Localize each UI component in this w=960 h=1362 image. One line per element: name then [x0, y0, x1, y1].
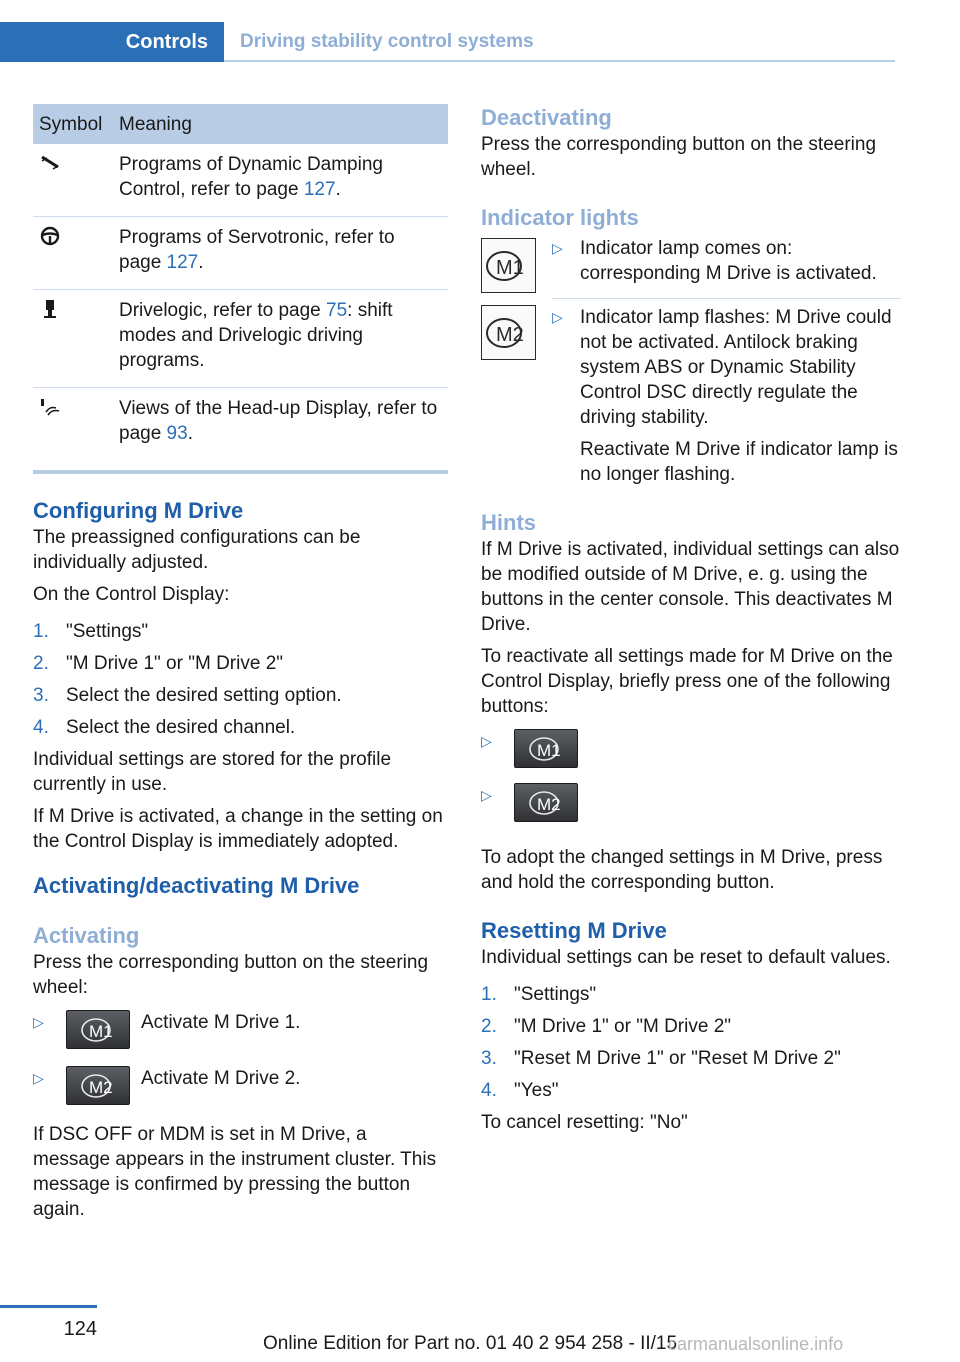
resetting-title: Resetting M Drive [481, 918, 667, 943]
symbol-column-header: Symbol [33, 104, 117, 144]
activate-m2-item [33, 1066, 448, 1122]
bullet-triangle-icon: ▷ [481, 787, 492, 803]
activating-subtitle: Activating [33, 923, 140, 948]
bullet-triangle-icon: ▷ [552, 240, 563, 256]
m1-button[interactable] [514, 729, 578, 768]
table-row [33, 388, 448, 461]
activate-m2-label: Activate M Drive 2. [141, 1068, 301, 1089]
svg-text:M2: M2 [89, 1078, 113, 1097]
page-link[interactable]: 75 [326, 300, 348, 321]
table-cell-meaning: Programs of Servotronic, refer to page 127. [117, 217, 448, 290]
indicator-title: Indicator lights [481, 205, 639, 230]
list-item: 3. "Reset M Drive 1" or "Reset M Drive 2" [481, 1048, 841, 1069]
indicator-m2-extra: Reactivate M Drive if indicator lamp is no longer flashing. [580, 439, 898, 485]
svg-text:M1: M1 [89, 1022, 113, 1041]
table-header-row [33, 104, 448, 144]
hint-button-m2 [481, 783, 901, 845]
page-link[interactable]: 93 [166, 423, 188, 444]
hints-p1: If M Drive is activated, individual settings can also be modified outside of M Drive, e. g. using the buttons in the center console. This deactivates M Drive. [481, 539, 900, 635]
footer-rule [0, 1305, 97, 1308]
header-rule [224, 60, 895, 62]
hint-button-m1 [481, 729, 901, 783]
indicator-m1-icon [481, 238, 536, 293]
activate-m1-label: Activate M Drive 1. [141, 1012, 301, 1033]
table-row [33, 290, 448, 388]
configuring-intro: The preassigned configurations can be individually adjusted. [33, 527, 361, 573]
page-header [0, 22, 895, 62]
page-number: 124 [63, 1318, 97, 1340]
divider [552, 298, 901, 299]
resetting-intro: Individual settings can be reset to default values. [481, 947, 891, 968]
resetting-cancel: To cancel resetting: "No" [481, 1112, 688, 1133]
m1-button[interactable] [66, 1010, 130, 1049]
indicator-item-m1 [481, 236, 901, 292]
configuring-note-2: If M Drive is activated, a change in the setting on the Control Display is immediately adopted. [33, 806, 443, 852]
activating-text: Press the corresponding button on the steering wheel: [33, 952, 429, 998]
hints-p3: To adopt the changed settings in M Drive, press and hold the corresponding button. [481, 847, 883, 893]
hints-p2: To reactivate all settings made for M Drive on the Control Display, briefly press one of the following buttons: [481, 646, 893, 717]
table-row [33, 217, 448, 290]
damper-icon [39, 152, 61, 174]
bullet-triangle-icon: ▷ [33, 1070, 44, 1086]
svg-text:M2: M2 [537, 795, 561, 814]
table-cell-meaning: Views of the Head-up Display, refer to page 93. [119, 398, 438, 444]
indicator-m2-text: Indicator lamp flashes: M Drive could not be activated. Antilock braking system ABS or Dynamic Stability Control DSC directly regulate the driving stability. [580, 307, 892, 428]
activating-title: Activating/deactivating M Drive [33, 873, 360, 898]
list-item: 4. Select the desired channel. [33, 717, 296, 738]
table-end-rule [33, 470, 448, 474]
head-up-display-icon [39, 396, 61, 418]
bullet-triangle-icon: ▷ [481, 733, 492, 749]
table-row [33, 144, 448, 217]
indicator-m2-icon [481, 305, 536, 360]
symbol-table [33, 104, 448, 460]
indicator-m1-text: Indicator lamp comes on: corresponding M Drive is activated. [580, 238, 877, 284]
right-column [481, 104, 901, 1142]
page-link[interactable]: 127 [303, 179, 336, 200]
deactivating-text: Press the corresponding button on the steering wheel. [481, 134, 877, 180]
configuring-on-display: On the Control Display: [33, 584, 230, 605]
svg-text:M1: M1 [496, 257, 524, 279]
configuring-note-1: Individual settings are stored for the profile currently in use. [33, 749, 392, 795]
activating-note: If DSC OFF or MDM is set in M Drive, a message appears in the instrument cluster. This message is confirmed by pressing the button again. [33, 1124, 437, 1220]
configuring-title: Configuring M Drive [33, 498, 244, 523]
svg-text:M2: M2 [496, 324, 524, 346]
page-link[interactable]: 127 [166, 252, 199, 273]
svg-text:M1: M1 [537, 741, 561, 760]
section-tab[interactable]: Controls [0, 22, 224, 62]
list-item: 4. "Yes" [481, 1080, 559, 1101]
indicator-item-m2 [481, 305, 901, 487]
bullet-triangle-icon: ▷ [552, 309, 563, 325]
deactivating-title: Deactivating [481, 105, 612, 130]
m2-button[interactable] [66, 1066, 130, 1105]
chapter-title[interactable]: Driving stability control systems [240, 31, 534, 52]
configuring-steps [33, 619, 448, 740]
gear-lever-icon [39, 298, 61, 320]
list-item: 2. "M Drive 1" or "M Drive 2" [481, 1016, 732, 1037]
activate-m1-item [33, 1010, 448, 1066]
bullet-triangle-icon: ▷ [33, 1014, 44, 1030]
table-cell-meaning: Programs of Dynamic Damping Control, refer to page 127. [117, 144, 448, 217]
m2-button[interactable] [514, 783, 578, 822]
left-column [33, 104, 448, 1229]
watermark: carmanualsonline.info [668, 1334, 844, 1354]
hints-title: Hints [481, 510, 536, 535]
steering-wheel-icon [39, 225, 61, 247]
list-item: 2. "M Drive 1" or "M Drive 2" [33, 653, 284, 674]
list-item: 3. Select the desired setting option. [33, 685, 342, 706]
meaning-column-header: Meaning [117, 104, 448, 144]
resetting-steps [481, 982, 901, 1103]
list-item: 1. "Settings" [481, 984, 597, 1005]
edition-text: Online Edition for Part no. 01 40 2 954 258 - II/15 [263, 1333, 678, 1354]
table-cell-meaning: Drivelogic, refer to page 75: shift modes and Drivelogic driving programs. [117, 290, 448, 388]
list-item: 1. "Settings" [33, 621, 149, 642]
